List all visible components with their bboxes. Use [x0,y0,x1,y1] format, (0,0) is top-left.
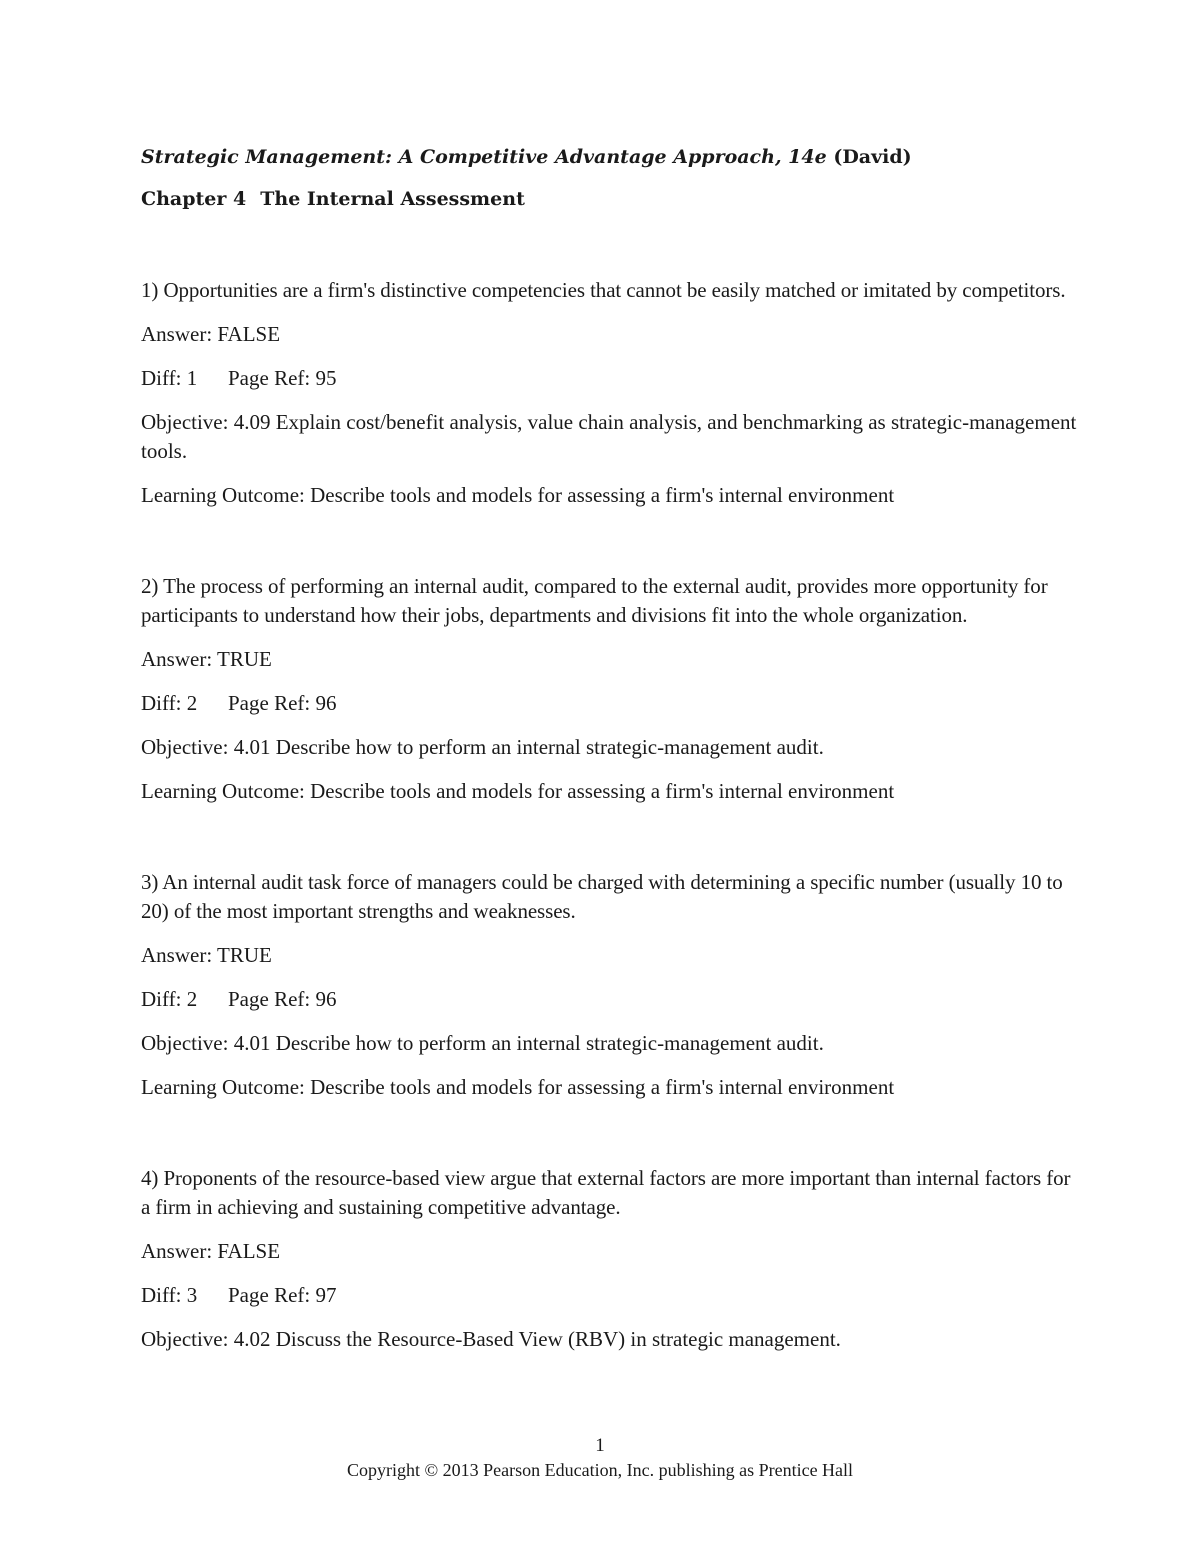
copyright-notice: Copyright © 2013 Pearson Education, Inc. publishing as Prentice Hall [346,1460,854,1480]
page-number: 1 [595,1435,605,1456]
difficulty: Diff: 2 [141,987,198,1011]
question-text: 3) An internal audit task force of managers could be charged with determining a specific number (usually 10 to 20) of the most important strengths and weaknesses. [141,870,1063,923]
objective: Objective: 4.01 Describe how to perform an internal strategic-management audit. [141,735,824,759]
objective: Objective: 4.01 Describe how to perform an internal strategic-management audit. [141,1031,824,1055]
objective: Objective: 4.02 Discuss the Resource-Based View (RBV) in strategic management. [141,1327,841,1351]
difficulty-pageref [141,1281,1081,1310]
difficulty: Diff: 3 [141,1283,198,1307]
difficulty-pageref [141,689,1081,718]
difficulty-pageref [141,985,1081,1014]
learning-outcome: Learning Outcome: Describe tools and models for assessing a firm's internal environment [141,779,895,803]
answer: Answer: FALSE [141,1239,281,1263]
question-2 [141,572,1081,806]
page-ref: Page Ref: 95 [228,366,337,390]
book-title-line [141,140,1081,174]
learning-outcome: Learning Outcome: Describe tools and models for assessing a firm's internal environment [141,1075,895,1099]
objective: Objective: 4.09 Explain cost/benefit analysis, value chain analysis, and benchmarking as strategic-management tools. [141,410,1077,463]
question-text: 4) Proponents of the resource-based view argue that external factors are more important than internal factors for a firm in achieving and sustaining competitive advantage. [141,1166,1071,1219]
difficulty-pageref [141,364,1081,393]
chapter-title: The Internal Assessment [260,188,525,210]
page-ref: Page Ref: 96 [228,691,337,715]
answer: Answer: TRUE [141,647,272,671]
question-4 [141,1164,1081,1354]
page-content [141,140,1081,1354]
difficulty: Diff: 1 [141,366,198,390]
answer: Answer: TRUE [141,943,272,967]
question-text: 1) Opportunities are a firm's distinctive competencies that cannot be easily matched or imitated by competitors. [141,278,1066,302]
answer: Answer: FALSE [141,322,281,346]
page-ref: Page Ref: 96 [228,987,337,1011]
difficulty: Diff: 2 [141,691,198,715]
question-3 [141,868,1081,1102]
chapter-heading [141,182,1081,216]
page-ref: Page Ref: 97 [228,1283,337,1307]
book-title: Strategic Management: A Competitive Advantage Approach, 14e [141,146,827,168]
question-text: 2) The process of performing an internal audit, compared to the external audit, provides more opportunity for participants to understand how their jobs, departments and divisions fit into the whole organization. [141,574,1048,627]
question-1 [141,276,1081,510]
book-author: (David) [833,146,912,168]
learning-outcome: Learning Outcome: Describe tools and models for assessing a firm's internal environment [141,483,895,507]
chapter-number: Chapter 4 [141,188,247,210]
